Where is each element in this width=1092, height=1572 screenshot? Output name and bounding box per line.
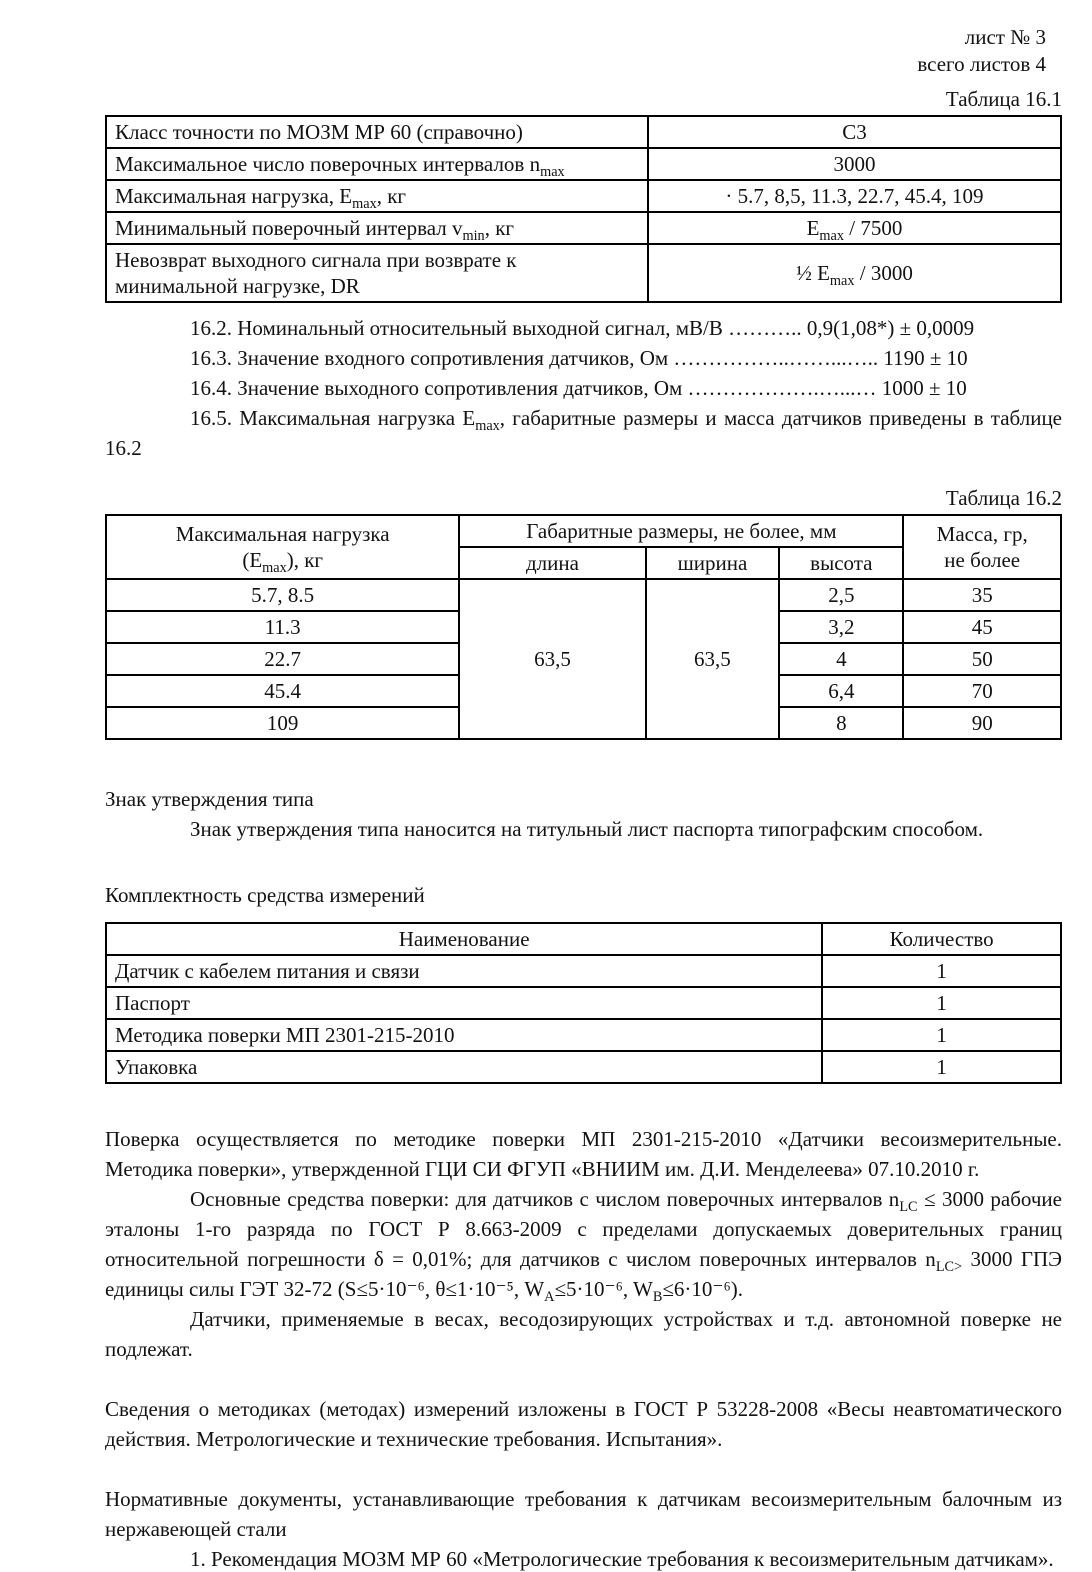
param-label: Максимальная нагрузка, $E_{max}$, кг	[106, 180, 648, 212]
item-qty: 1	[822, 987, 1061, 1019]
mass-cell: 45	[903, 611, 1061, 643]
item-name: Методика поверки МП 2301-215-2010	[106, 1019, 822, 1051]
load-cell: 45.4	[106, 675, 459, 707]
col-header-max-load	[106, 515, 459, 579]
param-value: · 5.7, 8,5, 11.3, 22.7, 45.4, 109	[648, 180, 1061, 212]
mass-cell: 70	[903, 675, 1061, 707]
col-header-mass-line1: Масса, гр,	[936, 522, 1028, 546]
col-header-max-load-line2: $(E_{max})$, кг	[242, 548, 324, 577]
col-header-mass	[903, 515, 1061, 579]
param-label: Максимальное число поверочных интервалов $n_{max}$	[106, 148, 648, 180]
col-header-dimensions: Габаритные размеры, не более, мм	[459, 515, 903, 547]
table-row	[106, 987, 1061, 1019]
item-16-3: 16.3. Значение входного сопротивления датчиков, Ом ……………..……...….. 1190 ± 10	[190, 346, 968, 370]
normative-paragraph-1: Нормативные документы, устанавливающие требования к датчикам весоизмерительным балочным из нержавеющей стали	[105, 1487, 1062, 1541]
item-name: Датчик с кабелем питания и связи	[106, 955, 822, 987]
methods-paragraph: Сведения о методиках (методах) измерений изложены в ГОСТ Р 53228-2008 «Весы неавтоматического действия. Метрологические и технические требования. Испытания».	[105, 1397, 1062, 1451]
height-cell: 2,5	[779, 579, 903, 611]
table2-caption: Таблица 16.2	[945, 486, 1062, 510]
param-value: $E_{max} / 7500$	[648, 212, 1061, 244]
type-approval-text: Знак утверждения типа наносится на титульный лист паспорта типографским способом.	[190, 817, 984, 841]
table-row	[106, 1019, 1061, 1051]
load-cell: 22.7	[106, 643, 459, 675]
verification-paragraph-1: Поверка осуществляется по методике поверки МП 2301-215-2010 «Датчики весоизмерительные. Методика поверки», утвержденной ГЦИ СИ ФГУП «ВНИИМ им. Д.И. Менделеева» 07.10.2010 г.	[105, 1127, 1062, 1181]
item-qty: 1	[822, 1019, 1061, 1051]
load-cell: 5.7, 8.5	[106, 579, 459, 611]
param-value: 3000	[648, 148, 1061, 180]
param-label: Невозврат выходного сигнала при возврате к минимальной нагрузке, DR	[106, 244, 648, 302]
table-16-2	[105, 514, 1062, 740]
param-label: Класс точности по МОЗМ МР 60 (справочно)	[106, 116, 648, 148]
item-name: Упаковка	[106, 1051, 822, 1083]
param-value: С3	[648, 116, 1061, 148]
length-cell: 63,5	[459, 579, 645, 739]
mass-cell: 35	[903, 579, 1061, 611]
table-header-row	[106, 515, 1061, 547]
table1-caption: Таблица 16.1	[945, 87, 1062, 111]
item-qty: 1	[822, 1051, 1061, 1083]
sheet-number: лист № 3	[964, 25, 1046, 49]
section-heading-completeness: Комплектность средства измерений	[105, 883, 425, 907]
param-value: ½ $E_{max} / 3000$	[648, 244, 1061, 302]
col-header-height: высота	[779, 547, 903, 579]
verification-paragraph-3: Датчики, применяемые в весах, весодозирующих устройствах и т.д. автономной поверке не подлежат.	[105, 1307, 1062, 1361]
col-header-width: ширина	[646, 547, 780, 579]
page-header	[0, 0, 1092, 78]
item-qty: 1	[822, 955, 1061, 987]
height-cell: 4	[779, 643, 903, 675]
table-row	[106, 244, 1061, 302]
page-content	[105, 86, 1062, 1572]
col-header-qty: Количество	[822, 923, 1061, 955]
table-row	[106, 1051, 1061, 1083]
table-row	[106, 212, 1061, 244]
param-label: Минимальный поверочный интервал $v_{min}$, кг	[106, 212, 648, 244]
height-cell: 8	[779, 707, 903, 739]
total-sheets: всего листов 4	[917, 52, 1046, 76]
table-row	[106, 116, 1061, 148]
table-16-1	[105, 115, 1062, 303]
normative-paragraph-2: 1. Рекомендация МОЗМ МР 60 «Метрологические требования к весоизмерительным датчикам».	[190, 1547, 1054, 1571]
width-cell: 63,5	[646, 579, 780, 739]
item-name: Паспорт	[106, 987, 822, 1019]
table-row	[106, 180, 1061, 212]
height-cell: 6,4	[779, 675, 903, 707]
col-header-length: длина	[459, 547, 645, 579]
load-cell: 11.3	[106, 611, 459, 643]
col-header-max-load-line1: Максимальная нагрузка	[175, 522, 390, 546]
col-header-name: Наименование	[106, 923, 822, 955]
height-cell: 3,2	[779, 611, 903, 643]
item-16-4: 16.4. Значение выходного сопротивления датчиков, Ом ……………….…...… 1000 ± 10	[190, 376, 967, 400]
item-16-2: 16.2. Номинальный относительный выходной сигнал, мВ/В ……….. 0,9(1,08*) ± 0,0009	[190, 316, 975, 340]
load-cell: 109	[106, 707, 459, 739]
section-heading-type-approval: Знак утверждения типа	[105, 787, 314, 811]
verification-paragraph-2: Основные средства поверки: для датчиков с числом поверочных интервалов $n_{LC} \le 3000$ рабочие эталоны 1-го разряда по ГОСТ Р 8.663-2009 с пределами допускаемых доверительных границ относительной погрешности δ = 0,01%; для датчиков с числом поверочных интервалов $n_{LC>}$ 3000 ГПЭ единицы силы ГЭТ 32-72 (S≤5·10⁻⁶, θ≤1·10⁻⁵, $W_A\le 5\cdot 10^{-6}$, $W_B\le 6\cdot 10^{-6}$).	[105, 1187, 1062, 1306]
mass-cell: 50	[903, 643, 1061, 675]
table-row	[106, 148, 1061, 180]
col-header-mass-line2: не более	[944, 548, 1021, 572]
mass-cell: 90	[903, 707, 1061, 739]
table-header-row	[106, 923, 1061, 955]
item-16-5: 16.5. Максимальная нагрузка $E_{max}$, габаритные размеры и масса датчиков приведены в таблице 16.2	[105, 406, 1062, 460]
table-row	[106, 579, 1061, 611]
table-row	[106, 955, 1061, 987]
completeness-table	[105, 922, 1062, 1084]
